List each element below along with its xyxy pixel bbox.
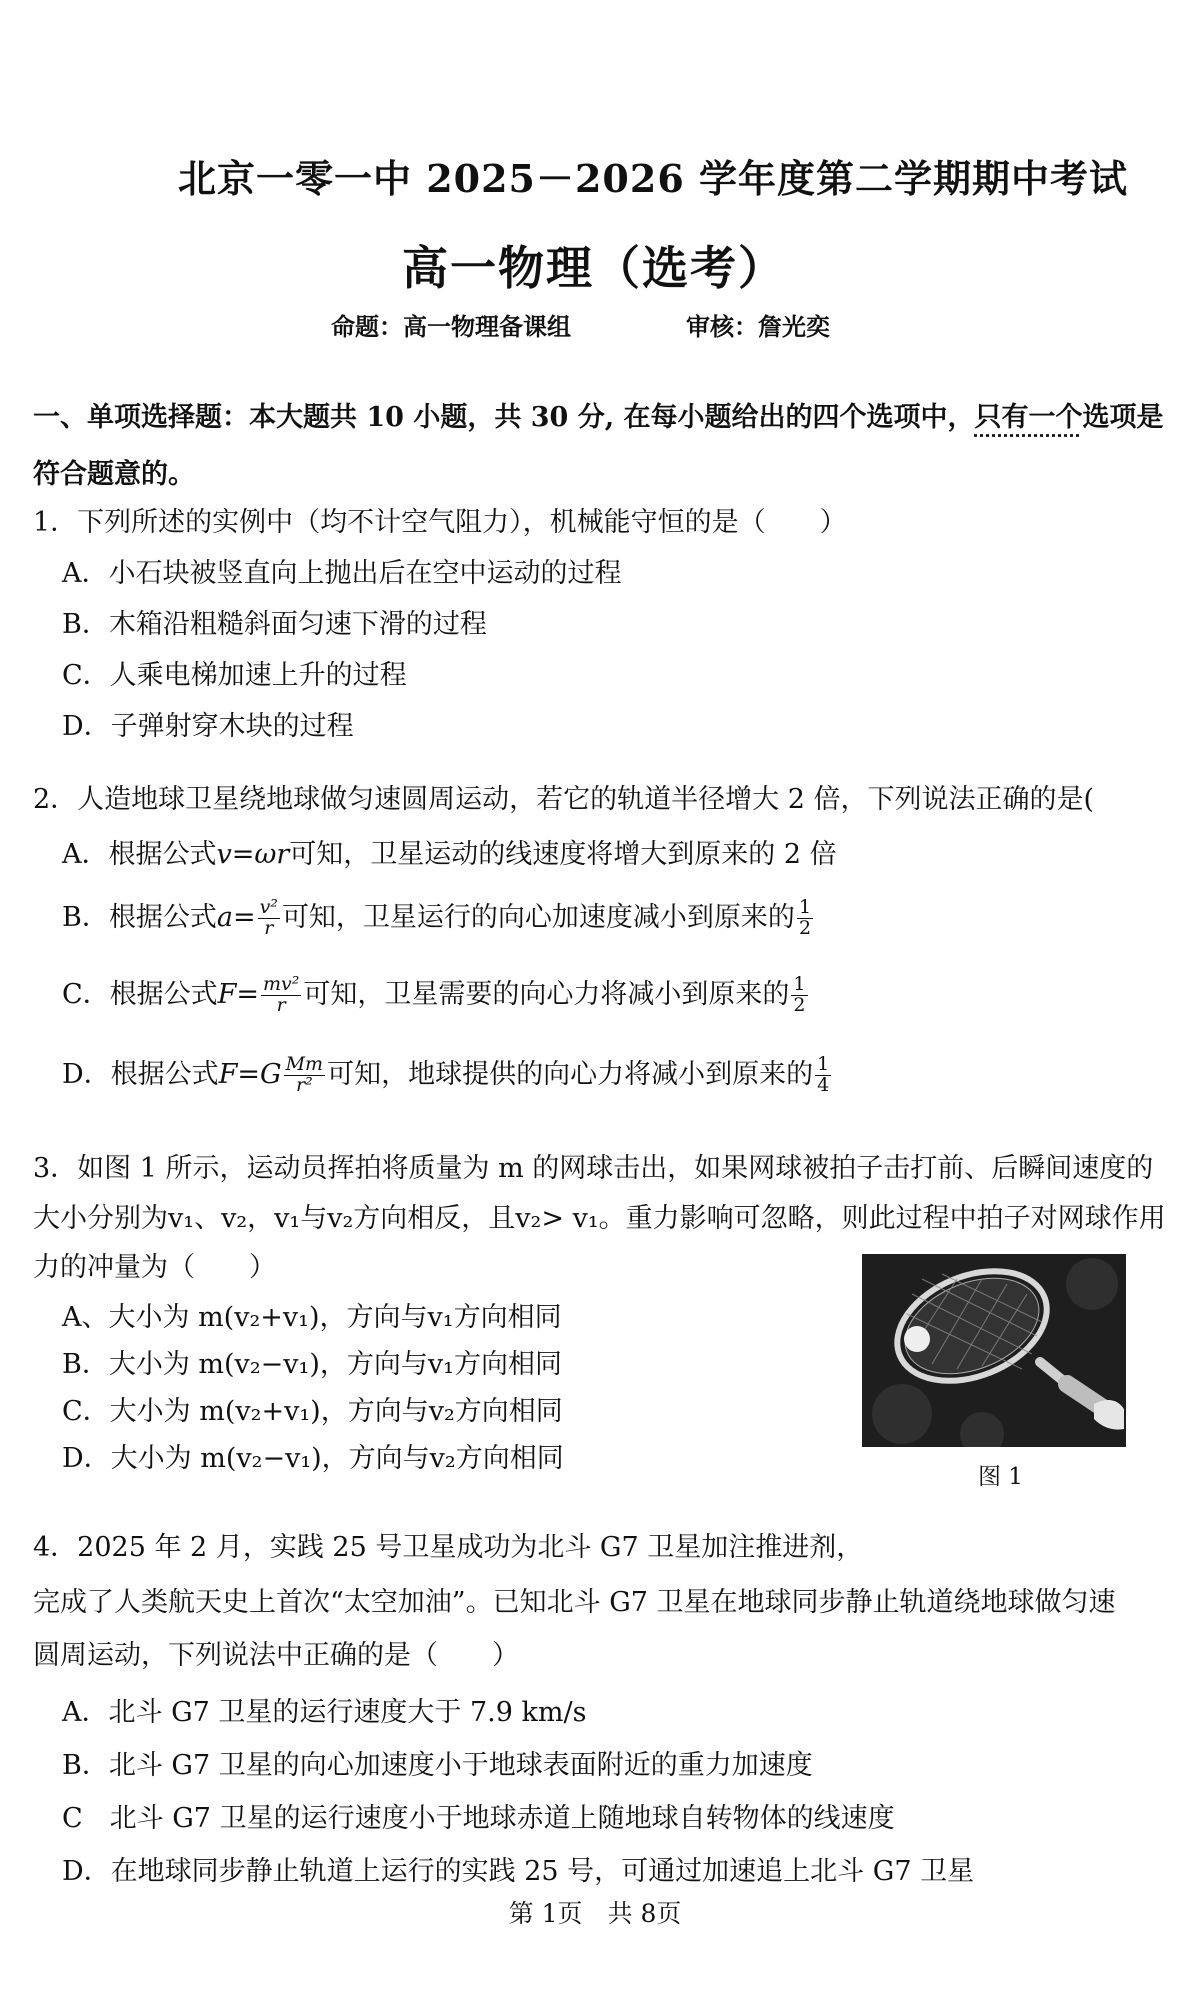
denominator: 2 bbox=[798, 917, 812, 939]
question-2-option-c bbox=[62, 972, 810, 1016]
formula-lhs: F= bbox=[217, 979, 260, 1010]
question-2-stem: 2．人造地球卫星绕地球做匀速圆周运动，若它的轨道半径增大 2 倍，下列说法正确的是( bbox=[33, 784, 1095, 815]
question-4-line-3: 圆周运动，下列说法中正确的是（ ） bbox=[33, 1640, 519, 1671]
question-3-option-a: A、大小为 m(v₂+v₁)，方向与v₁方向相同 bbox=[62, 1302, 562, 1333]
option-label: A．根据公式 bbox=[62, 839, 217, 870]
question-3-option-c: C．大小为 m(v₂+v₁)，方向与v₂方向相同 bbox=[62, 1396, 563, 1427]
option-text: 可知，卫星运行的向心加速度减小到原来的 bbox=[281, 902, 795, 933]
exam-subtitle: 高一物理（选考） bbox=[402, 241, 786, 295]
numerator: v² bbox=[259, 896, 278, 919]
formula-lhs: a= bbox=[216, 902, 256, 933]
question-4-option-d: D．在地球同步静止轨道上运行的实践 25 号，可通过加速追上北斗 G7 卫星 bbox=[62, 1856, 975, 1887]
denominator: r bbox=[276, 994, 286, 1016]
reviewer-line bbox=[686, 307, 830, 342]
denominator: 2 bbox=[793, 994, 806, 1016]
option-label: B．根据公式 bbox=[62, 902, 217, 933]
question-3-line-3: 力的冲量为（ ） bbox=[33, 1252, 276, 1283]
question-4-option-b: B．北斗 G7 卫星的向心加速度小于地球表面附近的重力加速度 bbox=[62, 1750, 813, 1781]
author-line bbox=[331, 307, 571, 342]
option-text: 可知，卫星运动的线速度将增大到原来的 2 倍 bbox=[289, 839, 837, 870]
section-heading-tail: 选项是 bbox=[1082, 402, 1164, 433]
author-label: 命题： bbox=[331, 312, 403, 341]
numerator: 1 bbox=[793, 973, 806, 996]
exam-title: 北京一零一中 2025－2026 学年度第二学期期中考试 bbox=[178, 156, 1128, 201]
numerator: Mm bbox=[285, 1053, 324, 1076]
ratio-fraction bbox=[815, 1055, 831, 1096]
section-heading-text: 一、单项选择题：本大题共 10 小题，共 30 分, 在每小题给出的四个选项中， bbox=[33, 402, 975, 433]
question-4-option-c: C 北斗 G7 卫星的运行速度小于地球赤道上随地球自转物体的线速度 bbox=[62, 1803, 895, 1834]
figure-caption: 图 1 bbox=[978, 1464, 1023, 1490]
numerator: mv² bbox=[263, 973, 300, 996]
denominator: 4 bbox=[817, 1074, 830, 1096]
reviewer-name: 詹光奕 bbox=[758, 312, 830, 341]
question-4-line-2: 完成了人类航天史上首次“太空加油”。已知北斗 G7 卫星在地球同步静止轨道绕地球做匀速 bbox=[33, 1587, 1116, 1618]
ratio-fraction bbox=[797, 898, 813, 939]
denominator: r bbox=[264, 917, 274, 939]
question-1-stem: 1．下列所述的实例中（均不计空气阻力），机械能守恒的是（ ） bbox=[33, 507, 847, 538]
question-1-option-c: C．人乘电梯加速上升的过程 bbox=[62, 660, 407, 691]
question-1-option-a: A．小石块被竖直向上抛出后在空中运动的过程 bbox=[62, 558, 622, 589]
question-3-line-2: 大小分别为v₁、v₂，v₁与v₂方向相反，且v₂> v₁。重力影响可忽略，则此过程中拍子对网球作用 bbox=[33, 1203, 1166, 1234]
denominator: r² bbox=[295, 1074, 313, 1096]
option-label: D．根据公式 bbox=[62, 1059, 219, 1090]
formula-lhs: F=G bbox=[218, 1059, 282, 1090]
formula-fraction bbox=[284, 1055, 325, 1096]
question-1-option-b: B．木箱沿粗糙斜面匀速下滑的过程 bbox=[62, 609, 487, 640]
formula-fraction bbox=[258, 898, 280, 939]
numerator: 1 bbox=[798, 896, 812, 919]
ratio-fraction bbox=[791, 975, 807, 1016]
option-text: 可知，卫星需要的向心力将减小到原来的 bbox=[303, 979, 790, 1010]
reviewer-label: 审核： bbox=[686, 312, 758, 341]
section-heading-emphasis: 只有一个 bbox=[974, 402, 1083, 433]
question-2-option-b bbox=[62, 895, 815, 939]
question-2-option-a bbox=[62, 832, 837, 871]
author-name: 高一物理备课组 bbox=[403, 312, 571, 341]
tennis-racket-figure bbox=[862, 1254, 1126, 1447]
section-heading-line2: 符合题意的。 bbox=[33, 459, 195, 490]
numerator: 1 bbox=[817, 1053, 830, 1076]
page-footer: 第 1页 共 8页 bbox=[508, 1899, 682, 1928]
question-3-line-1: 3．如图 1 所示，运动员挥拍将质量为 m 的网球击出，如果网球被拍子击打前、后瞬间速度的 bbox=[33, 1153, 1154, 1184]
question-4-line-1: 4．2025 年 2 月，实践 25 号卫星成功为北斗 G7 卫星加注推进剂， bbox=[33, 1532, 864, 1563]
option-text: 可知，地球提供的向心力将减小到原来的 bbox=[327, 1059, 814, 1090]
question-3-option-b: B．大小为 m(v₂−v₁)，方向与v₁方向相同 bbox=[62, 1349, 562, 1380]
formula-fraction bbox=[261, 975, 301, 1016]
formula: v=ωr bbox=[216, 839, 290, 870]
option-label: C．根据公式 bbox=[62, 979, 218, 1010]
question-3-option-d: D．大小为 m(v₂−v₁)，方向与v₂方向相同 bbox=[62, 1443, 564, 1474]
tennis-racket-icon bbox=[862, 1254, 1126, 1447]
question-2-option-d bbox=[62, 1052, 833, 1096]
question-1-option-d: D．子弹射穿木块的过程 bbox=[62, 711, 354, 742]
section-heading bbox=[33, 395, 1164, 434]
question-4-option-a: A．北斗 G7 卫星的运行速度大于 7.9 km/s bbox=[62, 1697, 587, 1728]
